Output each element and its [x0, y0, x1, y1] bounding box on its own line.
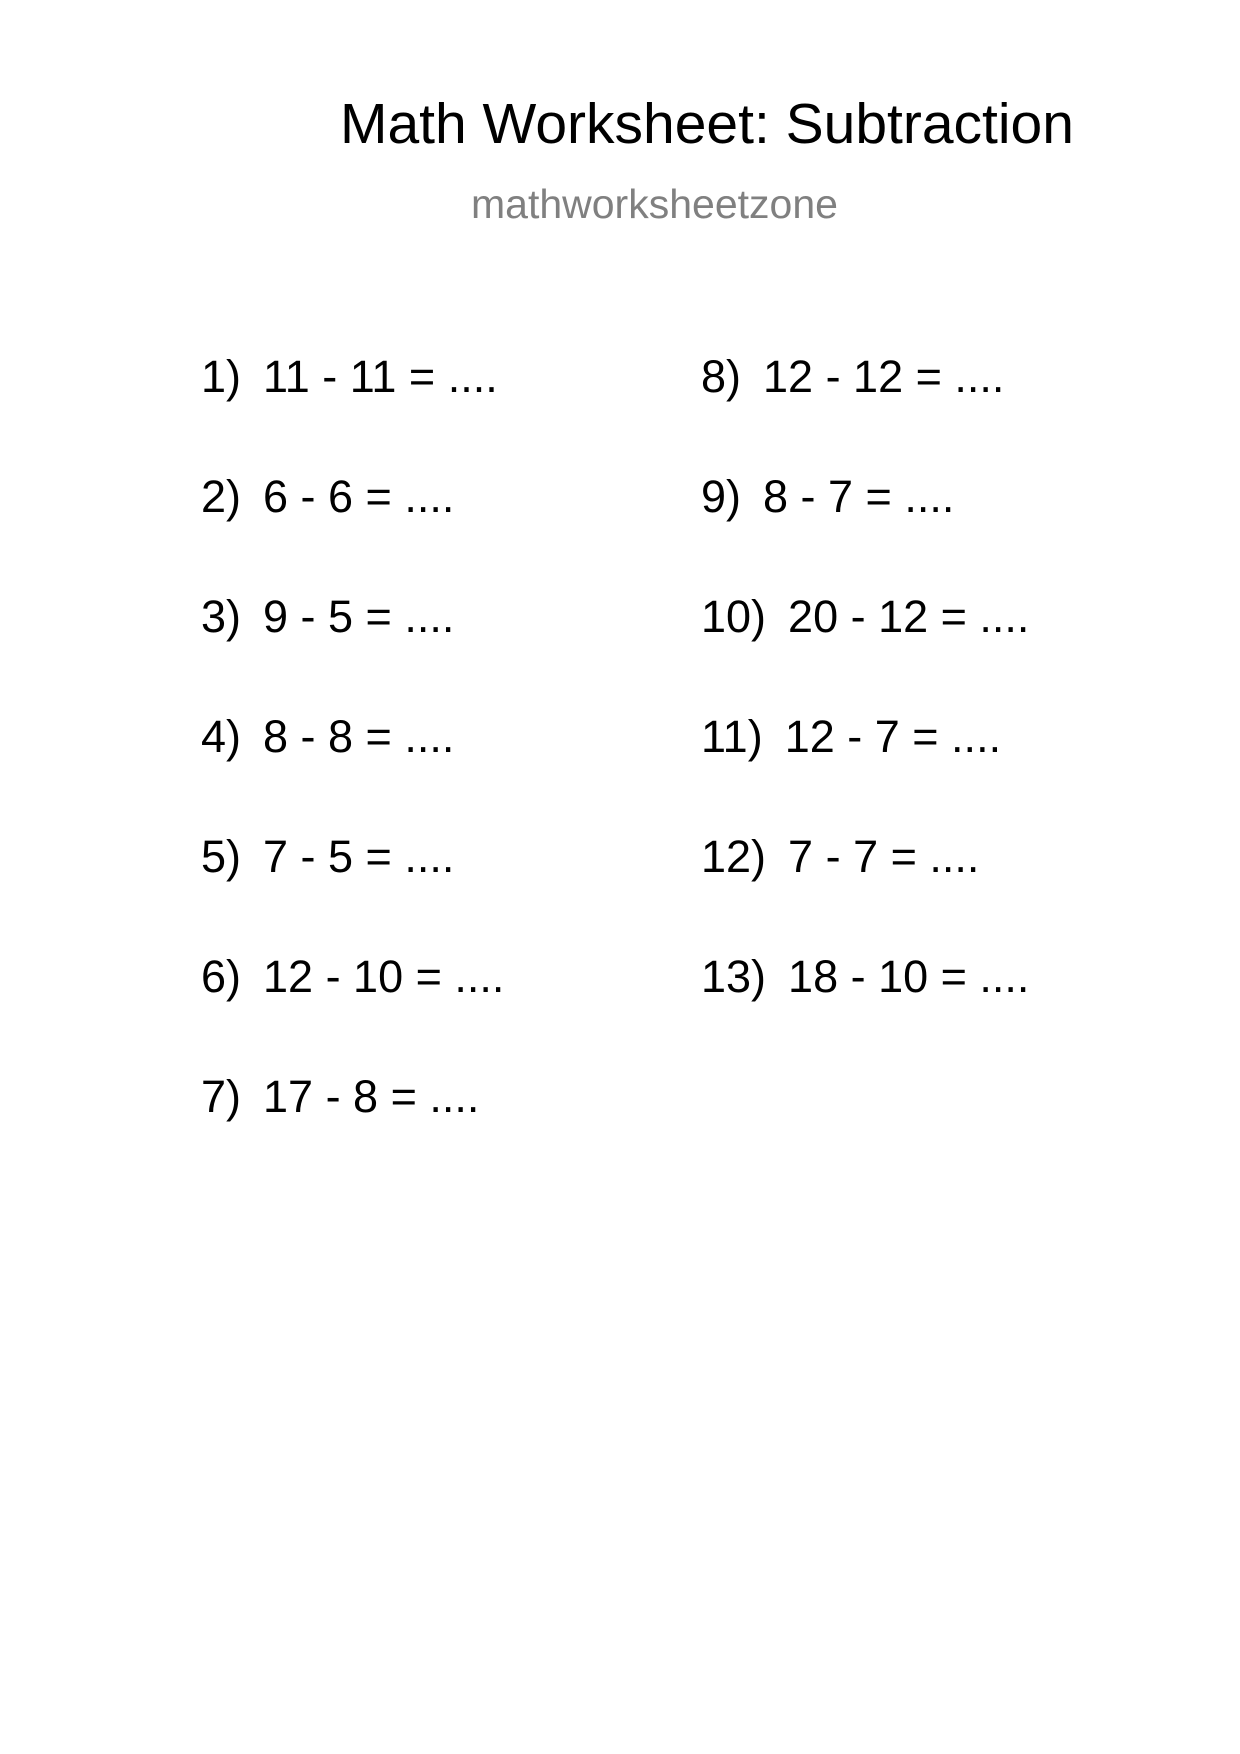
problem-item	[201, 1071, 504, 1194]
problem-number: 3)	[201, 591, 242, 642]
problem-expression: 7 - 7 = ....	[788, 831, 980, 882]
problem-expression: 12 - 7 = ....	[784, 711, 1002, 762]
problem-item	[201, 951, 505, 1074]
worksheet-title: Math Worksheet: Subtraction	[340, 92, 1074, 156]
problem-expression: 12 - 12 = ....	[763, 351, 1005, 402]
problem-expression: 9 - 5 = ....	[263, 591, 455, 642]
problem-number: 12)	[701, 831, 767, 882]
problem-number: 13)	[701, 951, 767, 1002]
problem-expression: 20 - 12 = ....	[788, 591, 1030, 642]
worksheet-source: mathworksheetzone	[471, 181, 838, 227]
problem-number: 2)	[201, 471, 242, 522]
problem-expression: 6 - 6 = ....	[263, 471, 455, 522]
problem-number: 6)	[201, 951, 242, 1002]
problem-number: 10)	[701, 591, 767, 642]
problem-item	[201, 351, 504, 474]
problem-column-left	[201, 351, 505, 1194]
problem-number: 4)	[201, 711, 242, 762]
problem-expression: 18 - 10 = ....	[788, 951, 1030, 1002]
problem-item	[701, 351, 1029, 474]
problem-number: 8)	[701, 351, 742, 402]
problem-item	[701, 951, 1030, 1074]
problem-number: 9)	[701, 471, 742, 522]
problem-item	[701, 711, 1029, 834]
problem-number: 7)	[201, 1071, 242, 1122]
problem-item	[201, 711, 504, 834]
problem-expression: 8 - 8 = ....	[263, 711, 455, 762]
problem-column-right	[701, 351, 1030, 1074]
problem-expression: 8 - 7 = ....	[763, 471, 955, 522]
problem-number: 5)	[201, 831, 242, 882]
problem-item	[701, 471, 1029, 594]
problem-expression: 12 - 10 = ....	[263, 951, 505, 1002]
problem-number: 11)	[701, 711, 763, 762]
problem-expression: 17 - 8 = ....	[263, 1071, 480, 1122]
problem-expression: 11 - 11 = ....	[263, 351, 498, 402]
problem-item	[201, 831, 504, 954]
problem-number: 1)	[201, 351, 242, 402]
problem-item	[201, 471, 504, 594]
problem-item	[701, 591, 1030, 714]
problem-expression: 7 - 5 = ....	[263, 831, 455, 882]
problem-item	[701, 831, 1029, 954]
problem-item	[201, 591, 504, 714]
